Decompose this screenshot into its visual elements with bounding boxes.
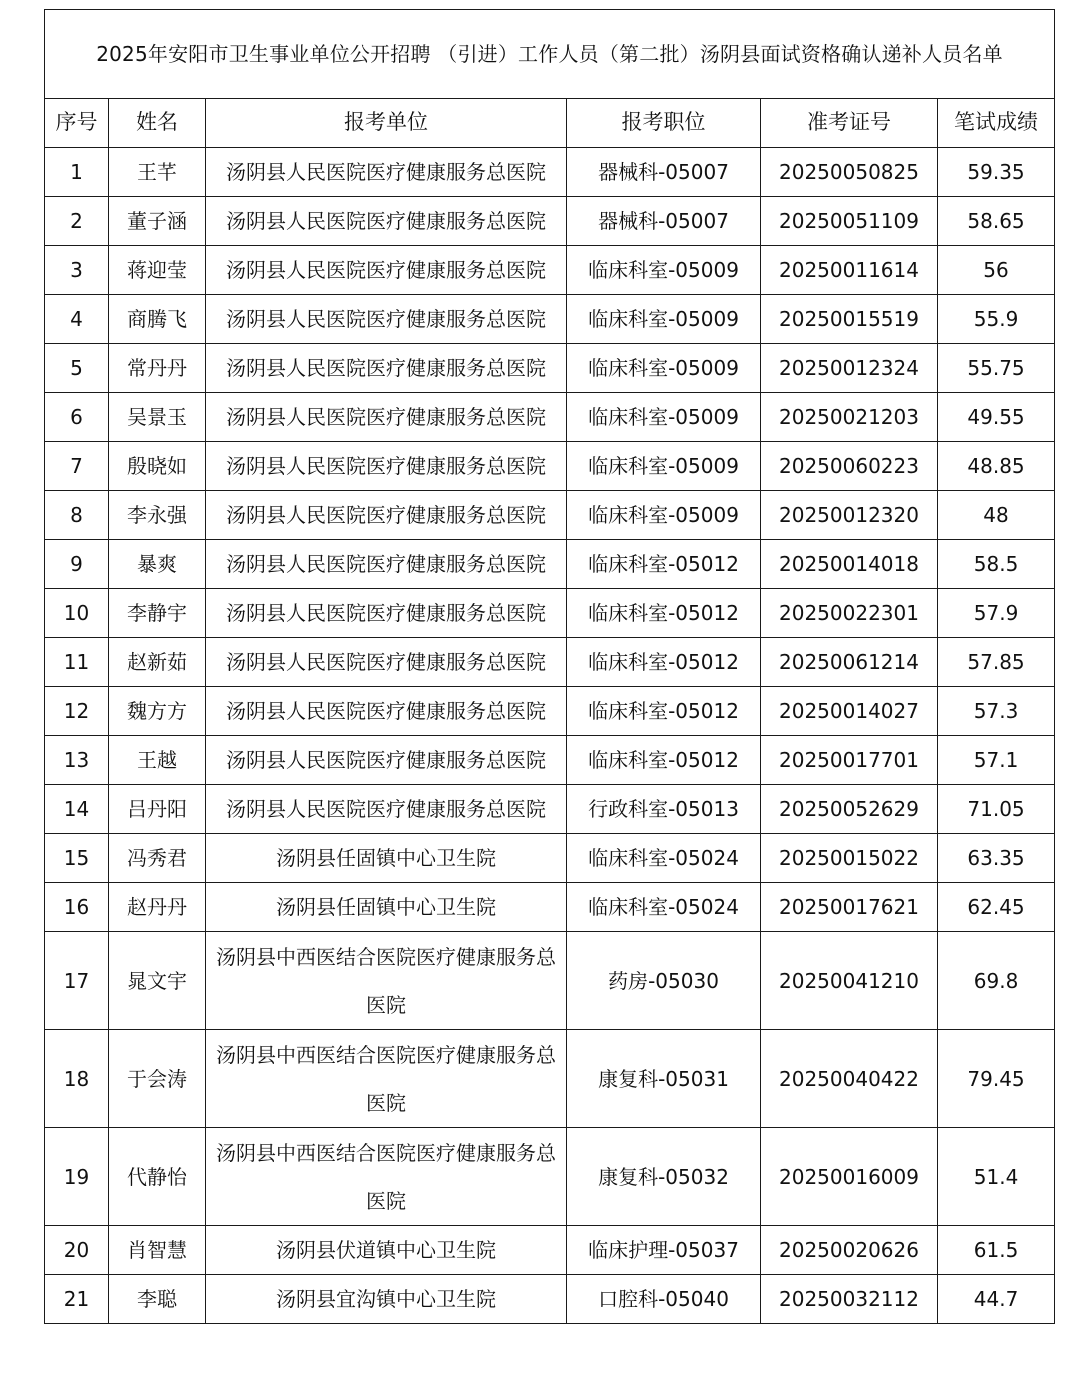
name-cell: 李静宇 [109, 589, 206, 638]
table-row [45, 197, 1055, 246]
position-cell: 器械科-05007 [567, 148, 761, 197]
position-cell: 临床护理-05037 [567, 1226, 761, 1275]
unit-cell [206, 1128, 567, 1226]
score-cell: 69.8 [938, 932, 1055, 1030]
table-row [45, 246, 1055, 295]
table-header-row [45, 99, 1055, 148]
table-row [45, 344, 1055, 393]
row-number-cell: 12 [45, 687, 109, 736]
score-cell: 48 [938, 491, 1055, 540]
ticket-number-cell: 20250014027 [761, 687, 938, 736]
table-row [45, 148, 1055, 197]
score-cell: 59.35 [938, 148, 1055, 197]
unit-cell [206, 687, 567, 736]
row-number-cell: 3 [45, 246, 109, 295]
position-cell: 临床科室-05012 [567, 687, 761, 736]
name-cell: 董子涵 [109, 197, 206, 246]
ticket-number-cell: 20250014018 [761, 540, 938, 589]
name-cell: 王越 [109, 736, 206, 785]
name-cell: 冯秀君 [109, 834, 206, 883]
ticket-number-cell: 20250051109 [761, 197, 938, 246]
table-body [45, 148, 1055, 1324]
page-title: 2025年安阳市卫生事业单位公开招聘 （引进）工作人员（第二批）汤阴县面试资格确认递补人员名单 [45, 10, 1055, 99]
unit-cell [206, 638, 567, 687]
position-cell: 临床科室-05012 [567, 589, 761, 638]
unit-cell [206, 246, 567, 295]
unit-text: 汤阴县人民医院医疗健康服务总医院 [226, 699, 546, 723]
unit-cell [206, 540, 567, 589]
unit-cell [206, 197, 567, 246]
score-cell: 61.5 [938, 1226, 1055, 1275]
score-cell: 71.05 [938, 785, 1055, 834]
position-cell: 临床科室-05009 [567, 344, 761, 393]
ticket-number-cell: 20250016009 [761, 1128, 938, 1226]
score-cell: 57.3 [938, 687, 1055, 736]
column-header-no: 序号 [45, 99, 109, 148]
unit-cell [206, 1226, 567, 1275]
score-cell: 48.85 [938, 442, 1055, 491]
row-number-cell: 17 [45, 932, 109, 1030]
column-header-unit: 报考单位 [206, 99, 567, 148]
unit-cell [206, 785, 567, 834]
name-cell: 商腾飞 [109, 295, 206, 344]
name-cell: 赵新茹 [109, 638, 206, 687]
unit-cell [206, 736, 567, 785]
name-cell: 吴景玉 [109, 393, 206, 442]
row-number-cell: 6 [45, 393, 109, 442]
unit-text: 汤阴县人民医院医疗健康服务总医院 [226, 650, 546, 674]
row-number-cell: 11 [45, 638, 109, 687]
ticket-number-cell: 20250020626 [761, 1226, 938, 1275]
row-number-cell: 7 [45, 442, 109, 491]
unit-cell [206, 834, 567, 883]
unit-cell [206, 932, 567, 1030]
unit-text: 汤阴县中西医结合医院医疗健康服务总医院 [216, 1042, 556, 1115]
ticket-number-cell: 20250012320 [761, 491, 938, 540]
ticket-number-cell: 20250022301 [761, 589, 938, 638]
unit-text: 汤阴县人民医院医疗健康服务总医院 [226, 209, 546, 233]
row-number-cell: 15 [45, 834, 109, 883]
score-cell: 55.9 [938, 295, 1055, 344]
name-cell: 殷晓如 [109, 442, 206, 491]
name-cell: 于会涛 [109, 1030, 206, 1128]
name-cell: 王芊 [109, 148, 206, 197]
ticket-number-cell: 20250041210 [761, 932, 938, 1030]
score-cell: 79.45 [938, 1030, 1055, 1128]
ticket-number-cell: 20250011614 [761, 246, 938, 295]
position-cell: 临床科室-05012 [567, 736, 761, 785]
column-header-name: 姓名 [109, 99, 206, 148]
row-number-cell: 14 [45, 785, 109, 834]
column-header-position: 报考职位 [567, 99, 761, 148]
score-cell: 57.9 [938, 589, 1055, 638]
unit-text: 汤阴县中西医结合医院医疗健康服务总医院 [216, 944, 556, 1017]
row-number-cell: 4 [45, 295, 109, 344]
unit-cell [206, 1030, 567, 1128]
table-row [45, 589, 1055, 638]
position-cell: 临床科室-05009 [567, 491, 761, 540]
ticket-number-cell: 20250015022 [761, 834, 938, 883]
row-number-cell: 21 [45, 1275, 109, 1324]
table-row [45, 1128, 1055, 1226]
position-cell: 临床科室-05012 [567, 540, 761, 589]
table-row [45, 1030, 1055, 1128]
table-row [45, 883, 1055, 932]
position-cell: 康复科-05031 [567, 1030, 761, 1128]
unit-text: 汤阴县人民医院医疗健康服务总医院 [226, 797, 546, 821]
score-cell: 56 [938, 246, 1055, 295]
position-cell: 临床科室-05009 [567, 393, 761, 442]
ticket-number-cell: 20250032112 [761, 1275, 938, 1324]
ticket-number-cell: 20250052629 [761, 785, 938, 834]
position-cell: 临床科室-05009 [567, 442, 761, 491]
name-cell: 李聪 [109, 1275, 206, 1324]
position-cell: 临床科室-05012 [567, 638, 761, 687]
unit-cell [206, 393, 567, 442]
unit-cell [206, 344, 567, 393]
unit-text: 汤阴县人民医院医疗健康服务总医院 [226, 454, 546, 478]
ticket-number-cell: 20250017621 [761, 883, 938, 932]
table-row [45, 442, 1055, 491]
ticket-number-cell: 20250060223 [761, 442, 938, 491]
score-cell: 49.55 [938, 393, 1055, 442]
unit-text: 汤阴县人民医院医疗健康服务总医院 [226, 748, 546, 772]
table-row [45, 491, 1055, 540]
position-cell: 器械科-05007 [567, 197, 761, 246]
row-number-cell: 10 [45, 589, 109, 638]
candidate-table [44, 9, 1055, 1324]
score-cell: 57.85 [938, 638, 1055, 687]
row-number-cell: 1 [45, 148, 109, 197]
unit-text: 汤阴县任固镇中心卫生院 [276, 895, 496, 919]
table-row [45, 1275, 1055, 1324]
row-number-cell: 2 [45, 197, 109, 246]
table-row [45, 834, 1055, 883]
name-cell: 吕丹阳 [109, 785, 206, 834]
ticket-number-cell: 20250050825 [761, 148, 938, 197]
score-cell: 58.5 [938, 540, 1055, 589]
unit-text: 汤阴县人民医院医疗健康服务总医院 [226, 160, 546, 184]
position-cell: 临床科室-05009 [567, 295, 761, 344]
score-cell: 57.1 [938, 736, 1055, 785]
score-cell: 44.7 [938, 1275, 1055, 1324]
unit-text: 汤阴县人民医院医疗健康服务总医院 [226, 307, 546, 331]
position-cell: 临床科室-05024 [567, 883, 761, 932]
position-cell: 临床科室-05024 [567, 834, 761, 883]
unit-text: 汤阴县任固镇中心卫生院 [276, 846, 496, 870]
table-row [45, 1226, 1055, 1275]
score-cell: 55.75 [938, 344, 1055, 393]
unit-text: 汤阴县人民医院医疗健康服务总医院 [226, 503, 546, 527]
ticket-number-cell: 20250021203 [761, 393, 938, 442]
unit-text: 汤阴县宜沟镇中心卫生院 [276, 1287, 496, 1311]
row-number-cell: 13 [45, 736, 109, 785]
table-row [45, 687, 1055, 736]
table-row [45, 932, 1055, 1030]
unit-cell [206, 148, 567, 197]
position-cell: 药房-05030 [567, 932, 761, 1030]
ticket-number-cell: 20250061214 [761, 638, 938, 687]
row-number-cell: 5 [45, 344, 109, 393]
name-cell: 暴爽 [109, 540, 206, 589]
name-cell: 李永强 [109, 491, 206, 540]
score-cell: 51.4 [938, 1128, 1055, 1226]
column-header-ticket: 准考证号 [761, 99, 938, 148]
row-number-cell: 20 [45, 1226, 109, 1275]
ticket-number-cell: 20250015519 [761, 295, 938, 344]
score-cell: 58.65 [938, 197, 1055, 246]
table-row [45, 295, 1055, 344]
name-cell: 常丹丹 [109, 344, 206, 393]
unit-text: 汤阴县人民医院医疗健康服务总医院 [226, 552, 546, 576]
row-number-cell: 16 [45, 883, 109, 932]
unit-cell [206, 1275, 567, 1324]
row-number-cell: 8 [45, 491, 109, 540]
ticket-number-cell: 20250040422 [761, 1030, 938, 1128]
ticket-number-cell: 20250017701 [761, 736, 938, 785]
name-cell: 赵丹丹 [109, 883, 206, 932]
position-cell: 临床科室-05009 [567, 246, 761, 295]
row-number-cell: 18 [45, 1030, 109, 1128]
table-row [45, 785, 1055, 834]
table-row [45, 393, 1055, 442]
unit-text: 汤阴县中西医结合医院医疗健康服务总医院 [216, 1140, 556, 1213]
unit-text: 汤阴县人民医院医疗健康服务总医院 [226, 405, 546, 429]
name-cell: 代静怡 [109, 1128, 206, 1226]
name-cell: 蒋迎莹 [109, 246, 206, 295]
position-cell: 口腔科-05040 [567, 1275, 761, 1324]
unit-cell [206, 442, 567, 491]
name-cell: 晁文宇 [109, 932, 206, 1030]
ticket-number-cell: 20250012324 [761, 344, 938, 393]
unit-text: 汤阴县人民医院医疗健康服务总医院 [226, 258, 546, 282]
unit-text: 汤阴县伏道镇中心卫生院 [276, 1238, 496, 1262]
table-row [45, 540, 1055, 589]
table-row [45, 736, 1055, 785]
row-number-cell: 19 [45, 1128, 109, 1226]
unit-cell [206, 589, 567, 638]
unit-text: 汤阴县人民医院医疗健康服务总医院 [226, 601, 546, 625]
unit-text: 汤阴县人民医院医疗健康服务总医院 [226, 356, 546, 380]
unit-cell [206, 295, 567, 344]
name-cell: 魏方方 [109, 687, 206, 736]
table-row [45, 638, 1055, 687]
position-cell: 康复科-05032 [567, 1128, 761, 1226]
column-header-score: 笔试成绩 [938, 99, 1055, 148]
name-cell: 肖智慧 [109, 1226, 206, 1275]
score-cell: 62.45 [938, 883, 1055, 932]
unit-cell [206, 883, 567, 932]
document-sheet [44, 9, 1054, 1324]
score-cell: 63.35 [938, 834, 1055, 883]
position-cell: 行政科室-05013 [567, 785, 761, 834]
unit-cell [206, 491, 567, 540]
row-number-cell: 9 [45, 540, 109, 589]
